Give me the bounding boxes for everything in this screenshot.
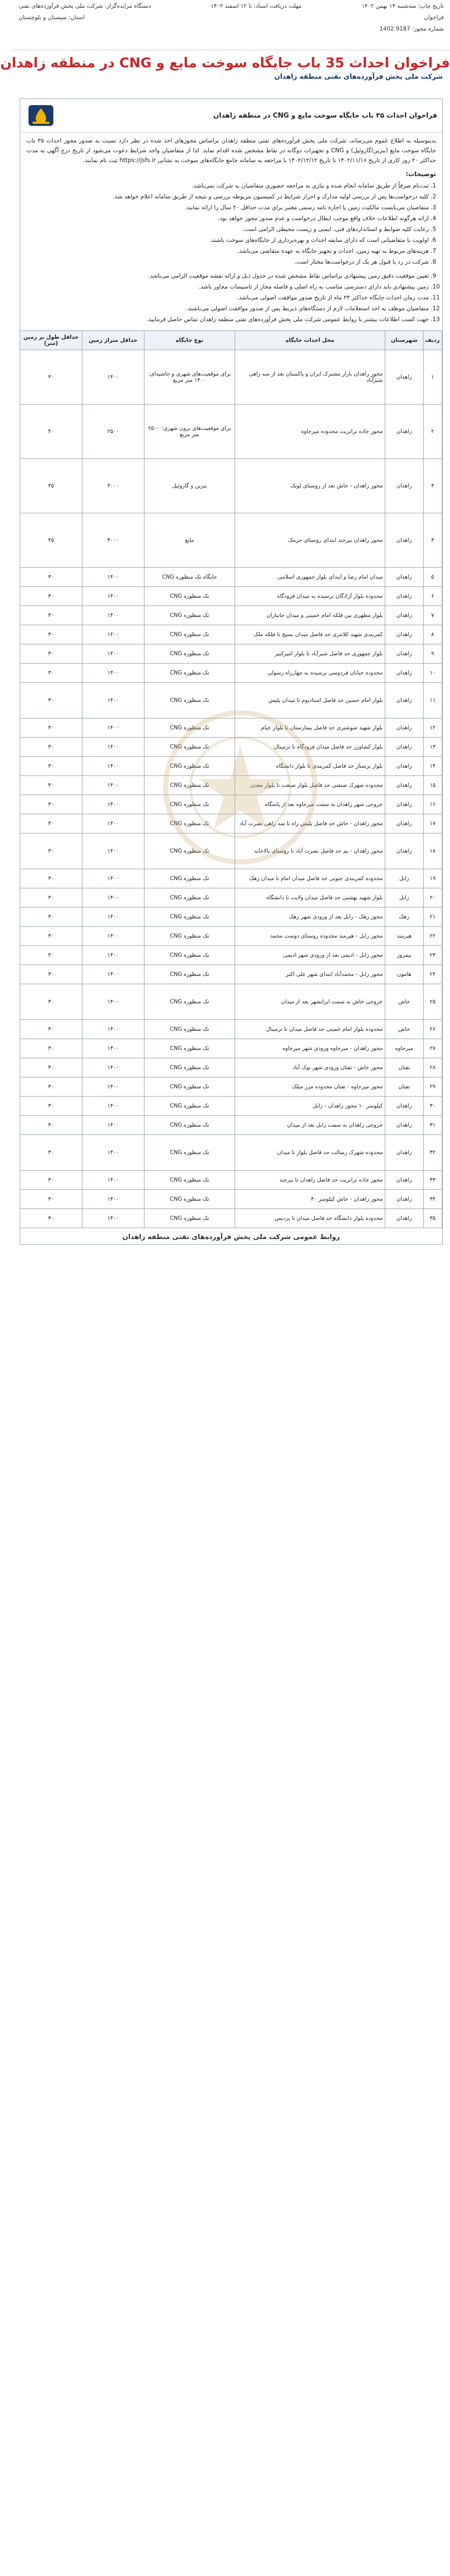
- cell-type: تک منظوره CNG: [144, 1077, 235, 1097]
- cell-type: تک منظوره CNG: [144, 1171, 235, 1190]
- cell-type: تک منظوره CNG: [144, 965, 235, 984]
- cell-area: ۱۴۰۰: [82, 587, 144, 606]
- cell-type: تک منظوره CNG: [144, 1116, 235, 1135]
- cell-area: ۱۴۰۰: [82, 888, 144, 908]
- notes-label: توضیحات:: [405, 170, 436, 178]
- notice-intro: بدینوسیله به اطلاع عموم می‌رساند، شرکت ملی پخش فرآورده‌های نفتی منطقه زاهدان براساس مجوزهای اخذ شده در نظر دارد نسبت به صدور مجوز احداث ۳۵ باب جایگاه سوخت مایع (بنزین/گازوئیل) و CNG و تجهیزات دوگانه در نقاط مشخص شده اقدام نماید. لذا از متقاضیان واجد شرایط دعوت می‌شود از تاریخ درج آگهی به مدت حداکثر ۲۰ روز کاری از تاریخ ۱۴۰۲/۱۱/۱۶ تا تاریخ ۱۴۰۲/۱۲/۱۲ با مراجعه به سامانه جامع جایگاه‌های سوخت به نشانی https://jsfs.ir ثبت نام نمایند.: [26, 137, 436, 164]
- cell-location: بلوار کشاورز حد فاصل میدان فرودگاه تا ترمینال: [235, 738, 385, 757]
- cell-area: ۱۴۰۰: [82, 927, 144, 946]
- table-body: [20, 350, 442, 1228]
- cell-type: تک منظوره CNG: [144, 908, 235, 927]
- cell-front: ۳۰: [20, 869, 82, 888]
- table-row: [20, 946, 442, 965]
- cell-type: تک منظوره CNG: [144, 795, 235, 814]
- table-row: [20, 1039, 442, 1058]
- cell-location: محور زاهدان - بم حد فاصل نصرت آباد تا روستای بالاخانه: [235, 833, 385, 869]
- cell-no: ۲۵: [424, 984, 442, 1020]
- cell-location: بلوار مطهری بین فلکه امام خمینی و میدان جانبازان: [235, 606, 385, 625]
- cell-type: بنزین و گازوئیل: [144, 459, 235, 513]
- terms-list: [20, 271, 442, 324]
- cell-no: ۳۰: [424, 1097, 442, 1116]
- cell-front: ۳۰: [20, 814, 82, 833]
- cell-no: ۳۴: [424, 1190, 442, 1209]
- page-title: فراخوان احداث 35 باب جایگاه سوخت مایع و CNG در منطقه زاهدان: [0, 55, 450, 71]
- table-row: [20, 1058, 442, 1077]
- cell-city: زاهدان: [385, 1135, 424, 1171]
- cell-location: محور زهک - زابل بعد از ورودی شهر زهک: [235, 908, 385, 927]
- col-header-type: نوع جایگاه: [144, 331, 235, 350]
- cell-location: محدوده شهرک صنعتی حد فاصل بلوار صنعت تا بلوار معدن: [235, 776, 385, 795]
- cell-city: زاهدان: [385, 1097, 424, 1116]
- cell-no: ۲۸: [424, 1058, 442, 1077]
- cell-area: ۱۴۰۰: [82, 965, 144, 984]
- table-row: [20, 718, 442, 738]
- note-item: 2. کلیه درخواست‌ها پس از بررسی اولیه مدارک و احراز شرایط در کمیسیون مربوطه بررسی و نتیجه از طریق سامانه اعلام خواهد شد.: [26, 192, 429, 202]
- cell-area: ۱۴۰۰: [82, 606, 144, 625]
- cell-location: بلوار امام حسین حد فاصل استادیوم تا میدان پلیس: [235, 683, 385, 718]
- cell-no: ۳۵: [424, 1209, 442, 1228]
- table-row: [20, 1097, 442, 1116]
- cell-area: ۱۴۰۰: [82, 1135, 144, 1171]
- notice-document: [20, 98, 443, 1245]
- cell-front: ۳۰: [20, 833, 82, 869]
- cell-city: زهک: [385, 908, 424, 927]
- cell-city: زاهدان: [385, 459, 424, 513]
- meta-header: [12, 0, 450, 50]
- cell-area: ۲۵۰۰: [82, 405, 144, 459]
- cell-area: ۱۴۰۰: [82, 984, 144, 1020]
- cell-area: ۱۴۰۰: [82, 1116, 144, 1135]
- table-row: [20, 927, 442, 946]
- cell-front: ۳۰: [20, 1097, 82, 1116]
- cell-city: زاهدان: [385, 664, 424, 683]
- term-item: 9. تعیین موقعیت دقیق زمین پیشنهادی براساس نقاط مشخص شده در جدول ذیل و ارائه نقشه موقعیت الزامی می‌باشد.: [26, 271, 429, 281]
- cell-type: مایع: [144, 513, 235, 568]
- cell-city: خاش: [385, 984, 424, 1020]
- cell-area: ۱۴۰۰: [82, 1097, 144, 1116]
- table-row: [20, 965, 442, 984]
- table-row: [20, 814, 442, 833]
- cell-location: محور زاهدان - میرجاوه ورودی شهر میرجاوه: [235, 1039, 385, 1058]
- cell-no: ۵: [424, 568, 442, 587]
- cell-city: زاهدان: [385, 814, 424, 833]
- table-header-row: [20, 331, 442, 350]
- cell-area: ۱۴۰۰: [82, 795, 144, 814]
- cell-front: ۳۰: [20, 757, 82, 776]
- cell-city: زاهدان: [385, 513, 424, 568]
- cell-no: ۱۵: [424, 776, 442, 795]
- cell-front: ۴۵: [20, 459, 82, 513]
- table-row: [20, 683, 442, 718]
- table-row: [20, 1116, 442, 1135]
- cell-city: زابل: [385, 888, 424, 908]
- cell-location: محدوده بلوار آزادگان نرسیده به میدان فرودگاه: [235, 587, 385, 606]
- cell-area: ۱۴۰۰: [82, 1020, 144, 1039]
- cell-city: زاهدان: [385, 1171, 424, 1190]
- cell-area: ۱۴۰۰: [82, 644, 144, 664]
- table-row: [20, 908, 442, 927]
- note-item: 4. ارائه هرگونه اطلاعات خلاف واقع موجب ابطال درخواست و عدم صدور مجوز خواهد بود.: [26, 213, 429, 223]
- cell-no: ۹: [424, 644, 442, 664]
- cell-location: محدوده شهرک رسالت حد فاصل بلوار تا میدان: [235, 1135, 385, 1171]
- cell-front: ۳۰: [20, 908, 82, 927]
- cell-front: ۳۰: [20, 984, 82, 1020]
- cell-front: ۳۰: [20, 683, 82, 718]
- cell-front: ۳۰: [20, 1058, 82, 1077]
- cell-city: زابل: [385, 869, 424, 888]
- cell-location: محور خاش - تفتان ورودی شهر نوک آباد: [235, 1058, 385, 1077]
- cell-type: برای موقعیت‌های شهری و حاشیه‌ای: ۱۴۰۰ متر مربع: [144, 350, 235, 405]
- footer-signature: روابط عمومی شرکت ملی پخش فرآورده‌های نفتی منطقه زاهدان: [122, 1233, 340, 1241]
- cell-front: ۳۰: [20, 946, 82, 965]
- cell-no: ۲۳: [424, 946, 442, 965]
- term-item: 10. زمین پیشنهادی باید دارای دسترسی مناسب به راه اصلی و فاصله مجاز از تاسیسات مجاور باشد.: [26, 282, 429, 292]
- cell-no: ۳۲: [424, 1135, 442, 1171]
- cell-type: تک منظوره CNG: [144, 1058, 235, 1077]
- term-item: 13. جهت کسب اطلاعات بیشتر با روابط عمومی شرکت ملی پخش فرآورده‌های نفتی منطقه زاهدان تماس حاصل فرمایید.: [26, 314, 429, 324]
- table-row: [20, 833, 442, 869]
- cell-front: ۳۰: [20, 927, 82, 946]
- doc-province: استان: سیستان و بلوچستان: [19, 13, 85, 21]
- table-row: [20, 1077, 442, 1097]
- cell-location: محور زابل - محمدآباد ابتدای شهر علی اکبر: [235, 965, 385, 984]
- cell-location: محور زاهدان - خاش کیلومتر ۴۰: [235, 1190, 385, 1209]
- cell-city: زاهدان: [385, 606, 424, 625]
- cell-type: تک منظوره CNG: [144, 718, 235, 738]
- cell-front: ۴۰: [20, 405, 82, 459]
- cell-area: ۱۴۰۰: [82, 683, 144, 718]
- cell-no: ۲: [424, 405, 442, 459]
- table-row: [20, 1190, 442, 1209]
- cell-city: زاهدان: [385, 587, 424, 606]
- note-item: 7. هزینه‌های مربوط به تهیه زمین، احداث و تجهیز جایگاه به عهده متقاضی می‌باشد.: [26, 246, 429, 256]
- table-row: [20, 513, 442, 568]
- cell-area: ۳۰۰۰: [82, 513, 144, 568]
- doc-organization: دستگاه مزایده‌گزار: شرکت ملی پخش فرآورده‌های نفتی: [19, 2, 151, 9]
- cell-no: ۱۳: [424, 738, 442, 757]
- cell-no: ۱۷: [424, 814, 442, 833]
- col-header-no: ردیف: [424, 331, 442, 350]
- cell-location: خروجی شهر زاهدان به سمت میرجاوه بعد از پاسگاه: [235, 795, 385, 814]
- cell-no: ۶: [424, 587, 442, 606]
- cell-front: ۳۰: [20, 664, 82, 683]
- print-date: تاریخ چاپ: سه‌شنبه ۱۴ بهمن ۱۴۰۲: [361, 2, 444, 9]
- cell-location: بلوار جمهوری حد فاصل شیرآباد تا بلوار امیرکبیر: [235, 644, 385, 664]
- note-item: 1. ثبت‌نام صرفاً از طریق سامانه انجام شده و نیازی به مراجعه حضوری متقاضیان به شرکت نمی‌باشد.: [26, 181, 429, 191]
- cell-no: ۱۲: [424, 718, 442, 738]
- cell-front: ۳۰: [20, 587, 82, 606]
- cell-city: زاهدان: [385, 833, 424, 869]
- table-row: [20, 869, 442, 888]
- cell-location: خروجی خاش به سمت ایرانشهر بعد از میدان: [235, 984, 385, 1020]
- cell-type: تک منظوره CNG: [144, 1097, 235, 1116]
- cell-type: تک منظوره CNG: [144, 587, 235, 606]
- table-row: [20, 757, 442, 776]
- table-row: [20, 606, 442, 625]
- cell-type: تک منظوره CNG: [144, 946, 235, 965]
- cell-type: تک منظوره CNG: [144, 833, 235, 869]
- table-row: [20, 568, 442, 587]
- notes-list: [20, 181, 442, 267]
- cell-front: ۴۵: [20, 513, 82, 568]
- cell-city: زاهدان: [385, 683, 424, 718]
- table-row: [20, 405, 442, 459]
- table-row: [20, 738, 442, 757]
- note-item: 6. اولویت با متقاضیانی است که دارای سابقه احداث و بهره‌برداری از جایگاه‌های سوخت باشند.: [26, 235, 429, 245]
- cell-front: ۳۰: [20, 568, 82, 587]
- table-row: [20, 1135, 442, 1171]
- note-item: 8. شرکت در رد یا قبول هر یک از درخواست‌ها مختار است.: [26, 257, 429, 267]
- col-header-area: حداقل متراژ زمین: [82, 331, 144, 350]
- table-row: [20, 644, 442, 664]
- cell-city: هامون: [385, 965, 424, 984]
- table-row: [20, 984, 442, 1020]
- cell-type: تک منظوره CNG: [144, 776, 235, 795]
- cell-no: ۲۴: [424, 965, 442, 984]
- cell-no: ۱۶: [424, 795, 442, 814]
- cell-location: کیلومتر ۱۰ محور زاهدان - زابل: [235, 1097, 385, 1116]
- cell-no: ۱۹: [424, 869, 442, 888]
- cell-area: ۱۴۰۰: [82, 757, 144, 776]
- cell-no: ۲۹: [424, 1077, 442, 1097]
- cell-front: ۳۰: [20, 1020, 82, 1039]
- col-header-location: محل احداث جایگاه: [235, 331, 385, 350]
- cell-type: تک منظوره CNG: [144, 888, 235, 908]
- cell-no: ۳۱: [424, 1116, 442, 1135]
- table-row: [20, 459, 442, 513]
- cell-location: محور زاهدان بازار مشترک ایران و پاکستان بعد از سه راهی شیرآباد: [235, 350, 385, 405]
- cell-location: محدوده بلوار دانشگاه حد فاصل میدان تا پردیس: [235, 1209, 385, 1228]
- cell-location: محدوده بلوار امام خمینی حد فاصل میدان تا ترمینال: [235, 1020, 385, 1039]
- cell-area: ۱۴۰۰: [82, 625, 144, 644]
- cell-type: تک منظوره CNG: [144, 738, 235, 757]
- cell-front: ۳۰: [20, 1116, 82, 1135]
- cell-location: محور میرجاوه - تفتان محدوده مرز میلک: [235, 1077, 385, 1097]
- cell-location: محور زاهدان - خاش حد فاصل پلیس راه تا سه راهی نصرت آباد: [235, 814, 385, 833]
- cell-type: تک منظوره CNG: [144, 1039, 235, 1058]
- cell-area: ۱۴۰۰: [82, 776, 144, 795]
- permit-code: شماره مجوز: 1402.9187: [379, 25, 444, 32]
- cell-type: تک منظوره CNG: [144, 1209, 235, 1228]
- cell-no: ۲۰: [424, 888, 442, 908]
- cell-no: ۳: [424, 459, 442, 513]
- cell-front: ۳۰: [20, 965, 82, 984]
- cell-area: ۱۴۰۰: [82, 350, 144, 405]
- notice-heading: فراخوان احداث ۳۵ باب جایگاه سوخت مایع و CNG در منطقه زاهدان: [213, 111, 437, 120]
- cell-no: ۲۱: [424, 908, 442, 927]
- cell-city: تفتان: [385, 1077, 424, 1097]
- cell-front: ۳۰: [20, 1135, 82, 1171]
- page-subtitle: شرکت ملی پخش فرآورده‌های نفتی منطقه زاهدان: [274, 73, 443, 81]
- note-item: 5. رعایت کلیه ضوابط و استانداردهای فنی، ایمنی و زیست محیطی الزامی است.: [26, 224, 429, 234]
- cell-type: تک منظوره CNG: [144, 984, 235, 1020]
- note-item: 3. متقاضیان می‌بایست مالکیت زمین یا اجاره نامه رسمی معتبر برای مدت حداقل ۲۰ سال را ارائه نمایند.: [26, 203, 429, 212]
- term-item: 11. مدت زمان احداث جایگاه حداکثر ۲۴ ماه از تاریخ صدور موافقت اصولی می‌باشد.: [26, 293, 429, 303]
- cell-front: ۳۰: [20, 1190, 82, 1209]
- table-row: [20, 1020, 442, 1039]
- cell-area: ۱۴۰۰: [82, 814, 144, 833]
- cell-no: ۱: [424, 350, 442, 405]
- table-row: [20, 776, 442, 795]
- cell-type: جایگاه تک منظوره CNG: [144, 568, 235, 587]
- cell-city: میرجاوه: [385, 1039, 424, 1058]
- cell-location: محور زاهدان - خاش بعد از روستای لوتک: [235, 459, 385, 513]
- company-logo-icon: [25, 103, 56, 128]
- cell-type: تک منظوره CNG: [144, 625, 235, 644]
- cell-type: تک منظوره CNG: [144, 606, 235, 625]
- table-row: [20, 625, 442, 644]
- cell-area: ۳۰۰۰: [82, 459, 144, 513]
- table-row: [20, 1171, 442, 1190]
- cell-area: ۱۴۰۰: [82, 1209, 144, 1228]
- cell-area: ۱۴۰۰: [82, 1039, 144, 1058]
- cell-area: ۱۴۰۰: [82, 1058, 144, 1077]
- cell-area: ۱۴۰۰: [82, 568, 144, 587]
- cell-front: ۳۰: [20, 1077, 82, 1097]
- cell-front: ۳۰: [20, 795, 82, 814]
- cell-front: ۳۰: [20, 350, 82, 405]
- cell-area: ۱۴۰۰: [82, 908, 144, 927]
- cell-type: تک منظوره CNG: [144, 869, 235, 888]
- cell-city: زاهدان: [385, 644, 424, 664]
- cell-no: ۴: [424, 513, 442, 568]
- cell-front: ۳۰: [20, 1039, 82, 1058]
- table-row: [20, 795, 442, 814]
- cell-no: ۱۸: [424, 833, 442, 869]
- cell-location: محدوده کمربندی جنوبی حد فاصل میدان امام تا میدان زهک: [235, 869, 385, 888]
- cell-location: محور جاده ترانزیت محدوده میرجاوه: [235, 405, 385, 459]
- cell-city: زاهدان: [385, 1116, 424, 1135]
- cell-type: تک منظوره CNG: [144, 644, 235, 664]
- cell-location: میدان امام رضا و ابتدای بلوار جمهوری اسلامی: [235, 568, 385, 587]
- col-header-city: شهرستان: [385, 331, 424, 350]
- cell-front: ۳۰: [20, 625, 82, 644]
- cell-city: زاهدان: [385, 795, 424, 814]
- cell-city: زاهدان: [385, 776, 424, 795]
- cell-area: ۱۴۰۰: [82, 1077, 144, 1097]
- cell-front: ۳۰: [20, 1171, 82, 1190]
- notice-header: [20, 99, 442, 133]
- doc-category: فراخوان: [424, 13, 444, 21]
- table-row: [20, 1209, 442, 1228]
- cell-front: ۳۰: [20, 738, 82, 757]
- cell-front: ۳۰: [20, 644, 82, 664]
- cell-type: تک منظوره CNG: [144, 927, 235, 946]
- cell-city: زاهدان: [385, 738, 424, 757]
- cell-no: ۲۲: [424, 927, 442, 946]
- cell-area: ۱۴۰۰: [82, 738, 144, 757]
- cell-type: تک منظوره CNG: [144, 814, 235, 833]
- cell-front: ۳۰: [20, 776, 82, 795]
- cell-front: ۳۰: [20, 718, 82, 738]
- cell-location: کمربندی شهید کلانتری حد فاصل میدان بسیج تا فلکه ملک: [235, 625, 385, 644]
- col-header-front: حداقل طول بر زمین (متر): [20, 331, 82, 350]
- cell-city: زاهدان: [385, 350, 424, 405]
- cell-no: ۱۱: [424, 683, 442, 718]
- cell-location: محور زابل - هیرمند محدوده روستای دوست محمد: [235, 927, 385, 946]
- cell-area: ۱۴۰۰: [82, 946, 144, 965]
- cell-city: زاهدان: [385, 1190, 424, 1209]
- cell-no: ۲۷: [424, 1039, 442, 1058]
- cell-no: ۷: [424, 606, 442, 625]
- cell-location: خروجی زاهدان به سمت زابل بعد از میدان: [235, 1116, 385, 1135]
- cell-type: تک منظوره CNG: [144, 1135, 235, 1171]
- stations-table: [20, 330, 442, 1228]
- cell-no: ۱۰: [424, 664, 442, 683]
- cell-type: تک منظوره CNG: [144, 1190, 235, 1209]
- cell-location: بلوار شهید بهشتی حد فاصل میدان ولایت تا دانشگاه: [235, 888, 385, 908]
- cell-front: ۳۰: [20, 888, 82, 908]
- cell-area: ۱۴۰۰: [82, 869, 144, 888]
- cell-type: تک منظوره CNG: [144, 757, 235, 776]
- cell-city: زاهدان: [385, 625, 424, 644]
- cell-front: ۳۰: [20, 1209, 82, 1228]
- cell-type: تک منظوره CNG: [144, 1020, 235, 1039]
- cell-front: ۳۰: [20, 606, 82, 625]
- cell-city: زاهدان: [385, 718, 424, 738]
- doc-deadline: مهلت دریافت اسناد: تا ۱۲ اسفند ۱۴۰۲: [211, 2, 302, 9]
- cell-no: ۸: [424, 625, 442, 644]
- cell-city: نیمروز: [385, 946, 424, 965]
- cell-area: ۱۴۰۰: [82, 718, 144, 738]
- cell-city: هیرمند: [385, 927, 424, 946]
- cell-type: تک منظوره CNG: [144, 664, 235, 683]
- cell-city: تفتان: [385, 1058, 424, 1077]
- cell-city: خاش: [385, 1020, 424, 1039]
- cell-location: محور زابل - ادیمی بعد از ورودی شهر ادیمی: [235, 946, 385, 965]
- cell-no: ۱۴: [424, 757, 442, 776]
- cell-type: برای موقعیت‌های برون شهری: ۲۵۰۰ متر مربع: [144, 405, 235, 459]
- cell-city: زاهدان: [385, 405, 424, 459]
- cell-city: زاهدان: [385, 1209, 424, 1228]
- cell-location: محدوده خیابان فردوسی نرسیده به چهارراه رسولی: [235, 664, 385, 683]
- cell-type: تک منظوره CNG: [144, 683, 235, 718]
- table-row: [20, 587, 442, 606]
- cell-area: ۱۴۰۰: [82, 833, 144, 869]
- cell-location: محور جاده ترانزیت حد فاصل زاهدان تا بیرجند: [235, 1171, 385, 1190]
- table-row: [20, 888, 442, 908]
- cell-city: زاهدان: [385, 568, 424, 587]
- cell-location: بلوار شهید شوشتری حد فاصل بیمارستان تا بلوار خیام: [235, 718, 385, 738]
- table-row: [20, 350, 442, 405]
- table-row: [20, 664, 442, 683]
- cell-area: ۱۴۰۰: [82, 664, 144, 683]
- term-item: 12. متقاضیان موظف به اخذ استعلامات لازم از دستگاه‌های ذیربط پس از صدور موافقت اصولی می‌باشند.: [26, 304, 429, 313]
- cell-area: ۱۴۰۰: [82, 1190, 144, 1209]
- cell-location: بلوار پرستار حد فاصل کمربندی تا بلوار دانشگاه: [235, 757, 385, 776]
- cell-location: محور زاهدان بیرجند ابتدای روستای حرمک: [235, 513, 385, 568]
- cell-no: ۳۳: [424, 1171, 442, 1190]
- cell-city: زاهدان: [385, 757, 424, 776]
- cell-no: ۲۶: [424, 1020, 442, 1039]
- cell-area: ۱۴۰۰: [82, 1171, 144, 1190]
